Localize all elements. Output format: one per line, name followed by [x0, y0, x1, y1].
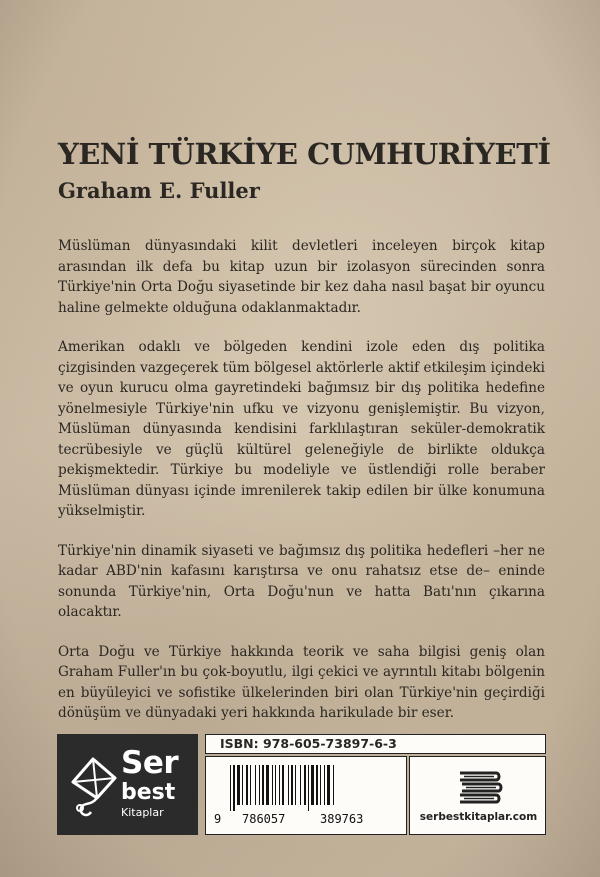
barcode-digits-right: 389763	[320, 812, 364, 826]
blurb-paragraph: Amerikan odaklı ve bölgeden kendini izole eden dış politika çizgisinden vazgeçerek tüm bölgesel aktörlerle aktif etkileşim içindeki ve oyun kurucu olma gayretindeki bağımsız bir dış politika hedefine yönelmesiyle Türkiye'nin ufku ve vizyonu genişlemiştir. Bu vizyon, Müslüman dünyasında kendisini farklılaştıran seküler-demokratik tecrübesiyle ve güçlü kültürel geleneğiyle de birlikte oldukça pekişmektedir. Türkiye bu modeliyle ve üstlendiği rolle beraber Müslüman dünyası içinde imrenilerek takip edilen bir ülke konumuna yükselmiştir.	[58, 339, 545, 519]
publisher-logo-best: best	[121, 780, 176, 805]
book-author: Graham E. Fuller	[58, 178, 260, 203]
publisher-logo-kitaplar: Kitaplar	[121, 806, 164, 819]
barcode	[205, 756, 407, 835]
blurb-paragraph: Orta Doğu ve Türkiye hakkında teorik ve saha bilgisi geniş olan Graham Fuller'ın bu çok-boyutlu, ilgi çekici ve ayrıntılı kitabı bölgenin en büyüleyici ve sofistike ülkelerinden biri olan Türkiye'nin geçirdiği dönüşüm ve dünyadaki yeri hakkında harikulade bir eser.	[58, 643, 545, 721]
back-cover-footer	[57, 734, 546, 835]
publisher-website-box	[409, 756, 546, 835]
barcode-digit-lead: 9	[214, 812, 222, 826]
book-title: YENİ TÜRKİYE CUMHURİYETİ	[58, 137, 551, 171]
barcode-bars	[230, 765, 386, 811]
publisher-logo	[57, 734, 198, 835]
back-cover-blurb	[58, 236, 545, 743]
publisher-website: serbestkitaplar.com	[419, 811, 538, 823]
isbn-label: ISBN: 978-605-73897-6-3	[205, 734, 546, 754]
blurb-paragraph: Türkiye'nin dinamik siyaseti ve bağımsız dış politika hedefleri –her ne kadar ABD'nin kafasını karıştırsa ve onu rahatsız etse de– eninde sonunda Türkiye'nin, Orta Doğu'nun ve hatta Batı'nın çıkarına olacaktır.	[58, 542, 545, 620]
books-stack-icon	[454, 767, 504, 805]
blurb-paragraph: Müslüman dünyasındaki kilit devletleri inceleyen birçok kitap arasından ilk defa bu kitap uzun bir izolasyon sürecinden sonra Türkiye'nin Orta Doğu siyasetinde bir kez daha nasıl başat bir oyuncu haline gelmekte olduğuna odaklanmaktadır.	[58, 238, 545, 316]
kite-icon	[65, 756, 121, 820]
publisher-logo-ser: Ser	[121, 745, 179, 781]
barcode-digits-left: 786057	[242, 812, 286, 826]
